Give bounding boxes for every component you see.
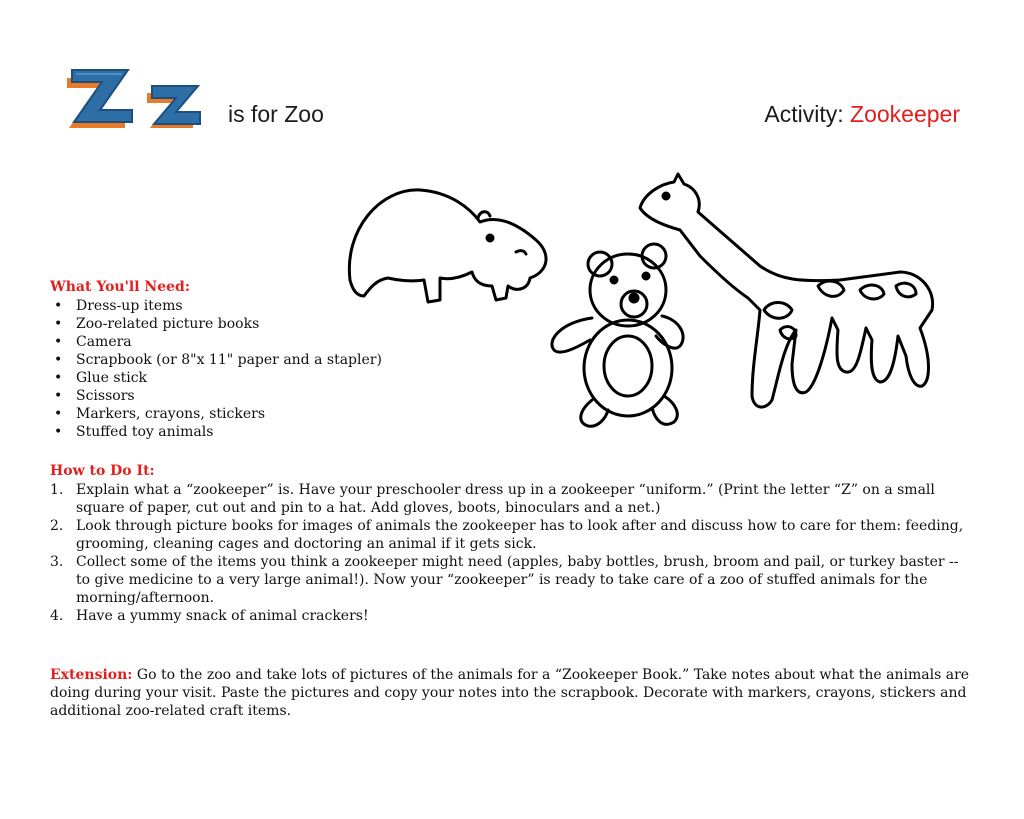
list-item: • Scrapbook (or 8"x 11" paper and a stapler) (50, 351, 470, 369)
list-item: • Glue stick (50, 369, 470, 387)
letter-subject: is for Zoo (228, 101, 324, 127)
lowercase-z-graphic (146, 84, 202, 128)
list-item: • Scissors (50, 387, 470, 405)
list-item: • Markers, crayons, stickers (50, 405, 470, 423)
step-item (50, 481, 970, 517)
instructions-heading: How to Do It: (50, 463, 155, 479)
supplies-list (50, 297, 470, 441)
letter-logo (66, 66, 202, 132)
activity-name: Zookeeper (850, 101, 960, 127)
list-item: • Dress-up items (50, 297, 470, 315)
step-text: Look through picture books for images of animals the zookeeper has to look after and discuss how to care for them: feeding, grooming, cleaning cages and doctoring an animal if it gets sick. (76, 518, 964, 552)
activity-title (764, 101, 960, 128)
step-item (50, 553, 970, 607)
step-item (50, 607, 970, 625)
step-number: 1. (50, 482, 64, 498)
supplies-heading (50, 279, 470, 295)
step-item (50, 517, 970, 553)
step-text: Have a yummy snack of animal crackers! (76, 608, 369, 624)
list-item: • Camera (50, 333, 470, 351)
supplies-heading-text: What You'll Need (50, 279, 185, 295)
list-item: • Zoo-related picture books (50, 315, 470, 333)
supplies-section (50, 279, 470, 441)
supplies-heading-colon: : (184, 279, 190, 295)
instructions-list (50, 481, 970, 625)
capital-z-graphic (66, 66, 136, 128)
list-item: • Stuffed toy animals (50, 423, 470, 441)
extension-section (50, 666, 970, 720)
instructions-section (50, 463, 970, 625)
activity-label: Activity: (764, 101, 851, 127)
step-number: 4. (50, 608, 64, 624)
giraffe-icon (640, 174, 933, 407)
extension-label: Extension: (50, 667, 133, 683)
step-number: 3. (50, 554, 64, 570)
step-text: Collect some of the items you think a zookeeper might need (apples, baby bottles, brush, broom and pail, or turkey baster -- to give medicine to a very large animal!). Now your “zookeeper” is ready to take care of a zoo of stuffed animals for the morning/afternoon. (76, 554, 959, 606)
step-text: Explain what a “zookeeper” is. Have your preschooler dress up in a zookeeper “uniform.” (Print the letter “Z” on a small square of paper, cut out and pin to a hat. Add gloves, boots, binoculars and a net.) (76, 482, 935, 516)
step-number: 2. (50, 518, 64, 534)
teddy-bear-icon (552, 244, 683, 426)
extension-text: Go to the zoo and take lots of pictures of the animals for a “Zookeeper Book.” Take notes about what the animals are doing during your visit. Paste the pictures and copy your notes into the scrapbook. Decorate with markers, crayons, stickers and additional zoo-related craft items. (50, 667, 970, 719)
